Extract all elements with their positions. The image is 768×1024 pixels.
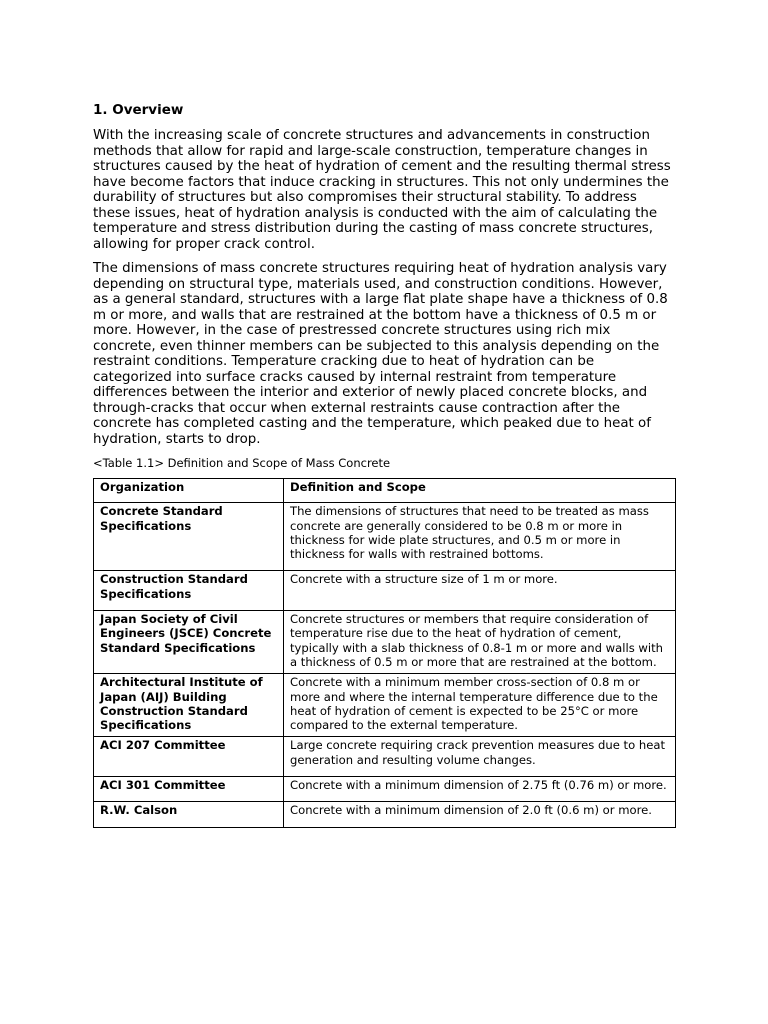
definition-cell: Concrete structures or members that require consideration of temperature rise due to the heat of hydration of cement, typically with a slab thickness of 0.8-1 m or more and walls with a thickness of 0.5 m or more that are restrained at the bottom. <box>284 611 676 674</box>
organization-cell: Construction Standard Specifications <box>94 571 284 611</box>
table-header-row <box>94 479 676 503</box>
definition-cell: Large concrete requiring crack prevention measures due to heat generation and resulting volume changes. <box>284 737 676 777</box>
overview-paragraph-1: With the increasing scale of concrete structures and advancements in construction methods that allow for rapid and large-scale construction, temperature changes in structures caused by the heat of hydration of cement and the resulting thermal stress have become factors that induce cracking in structures. This not only undermines the durability of structures but also compromises their structural stability. To address these issues, heat of hydration analysis is conducted with the aim of calculating the temperature and stress distribution during the casting of mass concrete structures, allowing for proper crack control. <box>93 128 671 252</box>
definition-cell: Concrete with a minimum member cross-section of 0.8 m or more and where the internal temperature difference due to the heat of hydration of cement is expected to be 25°C or more compared to the external temperature. <box>284 674 676 737</box>
header-definition: Definition and Scope <box>284 479 676 503</box>
organization-cell: Concrete Standard Specifications <box>94 503 284 571</box>
table-row <box>94 777 676 802</box>
organization-cell: R.W. Calson <box>94 802 284 827</box>
overview-paragraph-2: The dimensions of mass concrete structures requiring heat of hydration analysis vary depending on structural type, materials used, and construction conditions. However, as a general standard, structures with a large flat plate shape have a thickness of 0.8 m or more, and walls that are restrained at the bottom have a thickness of 0.5 m or more. However, in the case of prestressed concrete structures using rich mix concrete, even thinner members can be subjected to this analysis depending on the restraint conditions. Temperature cracking due to heat of hydration can be categorized into surface cracks caused by internal restraint from temperature differences between the interior and exterior of newly placed concrete blocks, and through-cracks that occur when external restraints cause contraction after the concrete has completed casting and the temperature, which peaked due to heat of hydration, starts to drop. <box>93 261 668 447</box>
organization-cell: Architectural Institute of Japan (AIJ) Building Construction Standard Specifications <box>94 674 284 737</box>
organization-cell: ACI 207 Committee <box>94 737 284 777</box>
table-row <box>94 571 676 611</box>
header-organization: Organization <box>94 479 284 503</box>
table-row <box>94 611 676 674</box>
definition-cell: Concrete with a minimum dimension of 2.75 ft (0.76 m) or more. <box>284 777 676 802</box>
table-caption: <Table 1.1> Definition and Scope of Mass Concrete <box>93 456 391 470</box>
table-row <box>94 802 676 827</box>
definition-cell: Concrete with a structure size of 1 m or more. <box>284 571 676 611</box>
document-page <box>93 100 675 828</box>
definition-cell: Concrete with a minimum dimension of 2.0 ft (0.6 m) or more. <box>284 802 676 827</box>
definition-table <box>93 478 676 828</box>
table-row <box>94 737 676 777</box>
table-row <box>94 503 676 571</box>
organization-cell: Japan Society of Civil Engineers (JSCE) Concrete Standard Specifications <box>94 611 284 674</box>
section-heading: 1. Overview <box>93 102 184 118</box>
table-row <box>94 674 676 737</box>
definition-cell: The dimensions of structures that need to be treated as mass concrete are generally considered to be 0.8 m or more in thickness for wide plate structures, and 0.5 m or more in thickness for walls with restrained bottoms. <box>284 503 676 571</box>
organization-cell: ACI 301 Committee <box>94 777 284 802</box>
